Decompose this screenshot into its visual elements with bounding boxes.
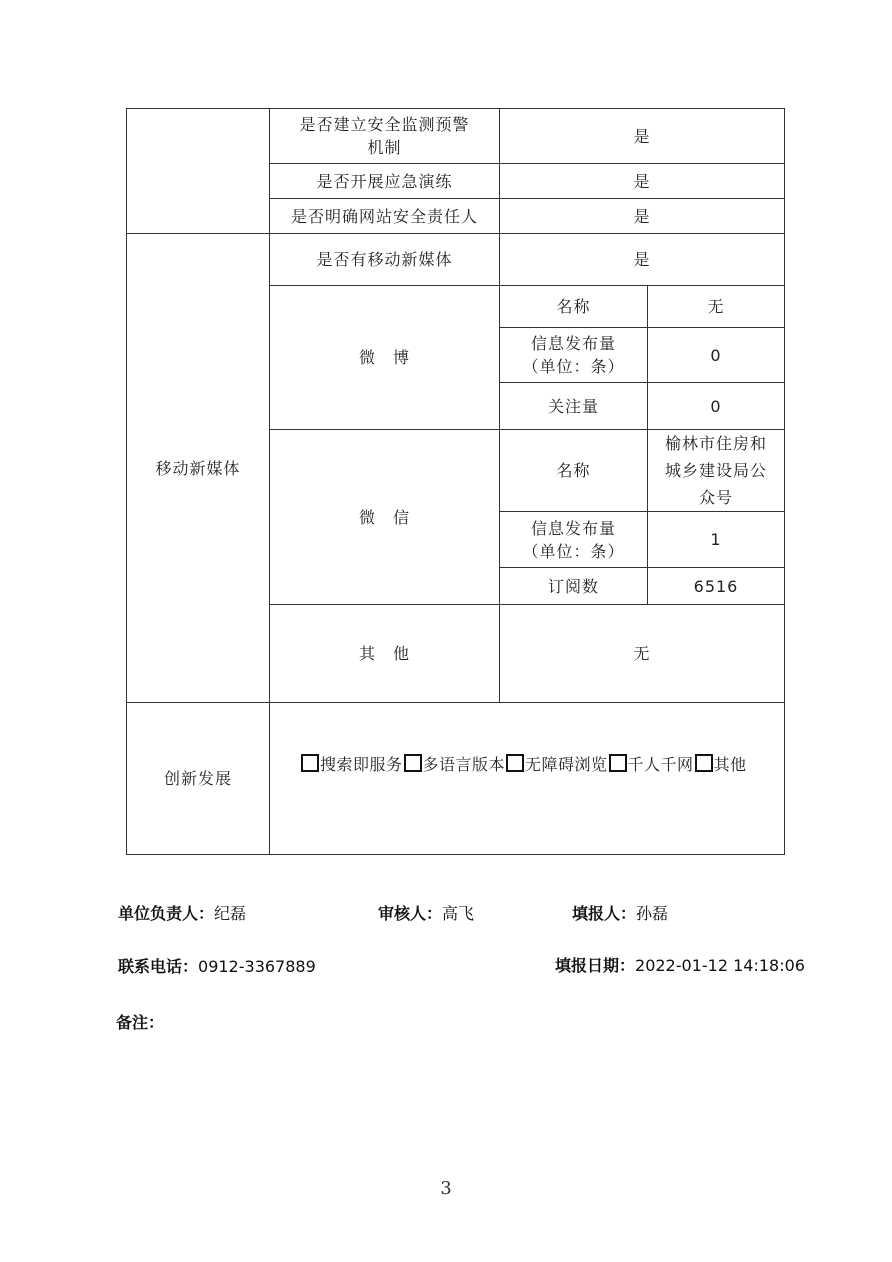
weibo-followers-value: 0 — [648, 383, 785, 430]
security-label: 是否明确网站安全责任人 — [270, 199, 500, 234]
security-label: 是否开展应急演练 — [270, 164, 500, 199]
innovation-options — [270, 703, 785, 855]
checkbox[interactable] — [506, 754, 524, 772]
security-section-cell — [127, 109, 270, 234]
date-value: 2022-01-12 14:18:06 — [635, 956, 805, 975]
wechat-posts-label: 信息发布量（单位：条） — [500, 512, 648, 568]
wechat-name-value: 榆林市住房和城乡建设局公众号 — [648, 430, 785, 512]
mobile-section-label: 移动新媒体 — [127, 234, 270, 703]
reviewer-label: 审核人： — [378, 904, 443, 923]
wechat-label: 微 信 — [270, 430, 500, 605]
option-label: 千人千网 — [627, 755, 694, 774]
weibo-followers-label: 关注量 — [500, 383, 648, 430]
weibo-name-label: 名称 — [500, 286, 648, 328]
date-label: 填报日期： — [555, 956, 636, 975]
option-label: 无障碍浏览 — [525, 755, 608, 774]
security-label: 是否建立安全监测预警机制 — [270, 109, 500, 164]
security-value: 是 — [500, 109, 785, 164]
page-number: 3 — [440, 1178, 452, 1199]
checkbox[interactable] — [609, 754, 627, 772]
has-media-value: 是 — [500, 234, 785, 286]
option-label: 搜索即服务 — [320, 755, 403, 774]
security-value: 是 — [500, 164, 785, 199]
phone-value: 0912-3367889 — [198, 957, 316, 976]
wechat-posts-value: 1 — [648, 512, 785, 568]
checkbox[interactable] — [404, 754, 422, 772]
innovation-section-label: 创新发展 — [127, 703, 270, 855]
reviewer-value: 高飞 — [442, 904, 475, 923]
wechat-name-label: 名称 — [500, 430, 648, 512]
weibo-name-value: 无 — [648, 286, 785, 328]
weibo-posts-label: 信息发布量（单位：条） — [500, 328, 648, 383]
leader-label: 单位负责人： — [118, 904, 215, 923]
wechat-subs-label: 订阅数 — [500, 568, 648, 605]
report-table — [126, 108, 785, 855]
other-label: 其 他 — [270, 605, 500, 703]
wechat-subs-value: 6516 — [648, 568, 785, 605]
option-label: 其他 — [713, 755, 747, 774]
weibo-label: 微 博 — [270, 286, 500, 430]
remark-label: 备注： — [116, 1013, 165, 1032]
phone-label: 联系电话： — [118, 957, 199, 976]
phone-field — [118, 954, 316, 977]
other-value: 无 — [500, 605, 785, 703]
leader-value: 纪磊 — [214, 904, 247, 923]
security-value: 是 — [500, 199, 785, 234]
reviewer-field — [378, 901, 474, 924]
has-media-label: 是否有移动新媒体 — [270, 234, 500, 286]
checkbox[interactable] — [695, 754, 713, 772]
filler-value: 孙磊 — [636, 904, 669, 923]
checkbox[interactable] — [301, 754, 319, 772]
weibo-posts-value: 0 — [648, 328, 785, 383]
filler-label: 填报人： — [572, 904, 637, 923]
filler-field — [572, 901, 668, 924]
date-field — [555, 953, 805, 976]
leader-field — [118, 901, 246, 924]
option-label: 多语言版本 — [422, 755, 506, 774]
